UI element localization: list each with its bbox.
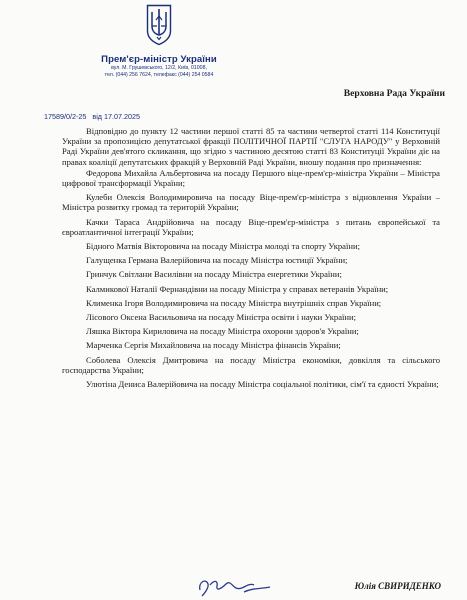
registration-date: 17.07.2025: [103, 112, 140, 121]
nomination-item: Калмикової Наталії Фернандівни на посаду Міністра у справах ветеранів України;: [86, 283, 389, 294]
letterhead-title: Прем'єр-міністр України: [101, 54, 217, 65]
letterhead-address: вул. М. Грушевського, 12/2, Київ, 01008,: [111, 65, 207, 71]
signer-name: Юлія СВИРИДЕНКО: [354, 581, 441, 591]
addressee: Верховна Рада України: [343, 88, 445, 99]
intro-paragraph: Відповідно до пункту 12 частини першої статті 85 та частини четвертої статті 114 Конституції України за пропозицією депутатської фракції ПОЛІТИЧНОЇ ПАРТІЇ "СЛУГА НАРОДУ" у Верховній Раді України дев'ятого скликання, що згідно з частиною десятою статті 83 Конституції України діє на правах коаліції депутатських фракцій у Верховній Раді України, вношу подання про призначення:: [62, 126, 440, 167]
handwritten-signature-icon: [196, 576, 286, 598]
nomination-item: Федорова Михайла Альбертовича на посаду Першого віце-прем'єр-міністра України – Міністра цифрової трансформації України;: [62, 167, 440, 189]
letter-body: [62, 126, 440, 389]
nomination-item: Качки Тараса Андрійовича на посаду Віце-прем'єр-міністра з питань європейської та євроатлантичної інтеграції України;: [62, 216, 440, 237]
nomination-item: Ляшка Віктора Кириловича на посаду Міністра охорони здоров'я України;: [86, 326, 359, 337]
nomination-item: Кулеби Олексія Володимировича на посаду Віце-прем'єр-міністра з відновлення України – Міністра розвитку громад та територій України;: [62, 192, 440, 213]
trident-coat-of-arms-icon: [146, 4, 172, 46]
nomination-item: Лісового Оксена Васильовича на посаду Міністра освіти і науки України;: [86, 312, 357, 323]
nomination-item: Марченка Сергія Михайловича на посаду Міністра фінансів України;: [86, 340, 341, 351]
nomination-item: Клименка Ігоря Володимировича на посаду Міністра внутрішніх справ України;: [86, 297, 382, 308]
letterhead-phones: тел. (044) 256 7624, телефакс (044) 254 0584: [104, 72, 214, 78]
nomination-item: Соболева Олексія Дмитровича на посаду Міністра економіки, довкілля та сільського господарства України;: [62, 354, 440, 375]
registration-date-label: від: [92, 112, 102, 121]
nomination-item: Улютіна Дениса Валерійовича на посаду Міністра соціальної політики, сім'ї та єдності України;: [86, 379, 439, 390]
registration-line: [44, 112, 140, 121]
nomination-item: Галущенка Германа Валерійовича на посаду Міністра юстиції України;: [86, 255, 348, 266]
nomination-item: Гринчук Світлани Василівни на посаду Міністра енергетики України;: [86, 269, 342, 280]
nomination-item: Бідного Матвія Вікторовича на посаду Міністра молоді та спорту України;: [86, 241, 360, 252]
letterhead: [84, 54, 234, 79]
registration-number: 17589/0/2-25: [44, 112, 87, 121]
